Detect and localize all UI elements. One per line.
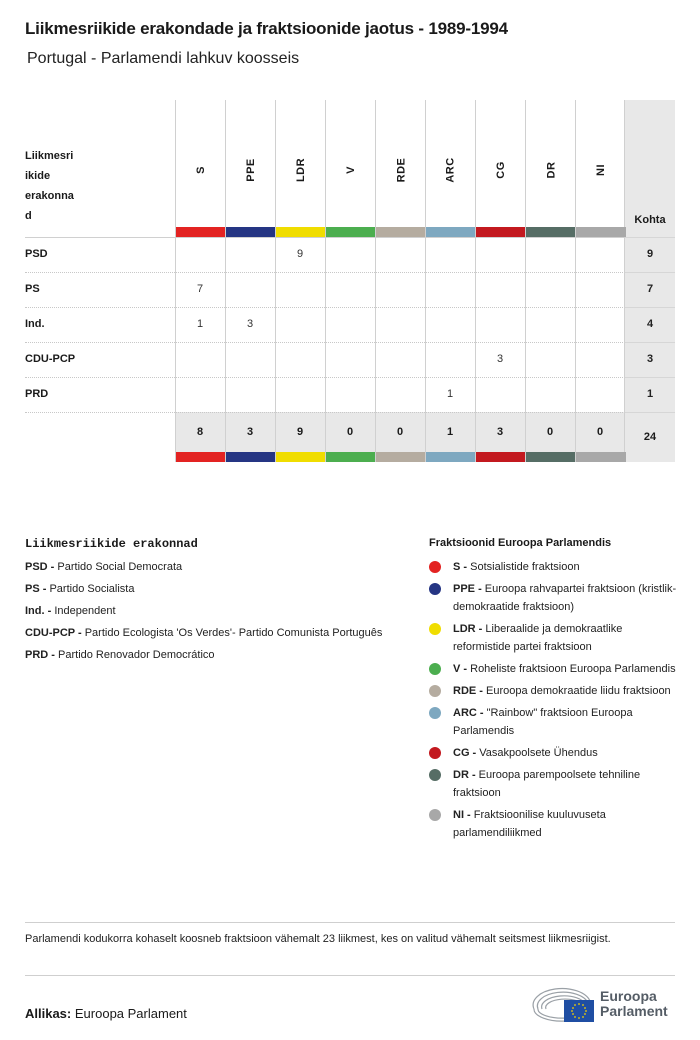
total-header: Kohta [634,214,666,226]
group-legend-item: V - Roheliste fraktsioon Euroopa Parlamendis [429,660,679,678]
table-cell [575,377,625,412]
party-row-label: PSD [25,248,48,260]
table-cell [175,237,225,272]
source-value: Euroopa Parlament [74,1006,187,1021]
groups-legend [429,537,679,846]
column-total: 0 [596,426,604,438]
table-cell [525,377,575,412]
group-color-bar [226,227,276,237]
color-dot-icon [429,809,441,821]
group-header: V [345,166,357,174]
party-row-label: Ind. [25,318,45,330]
table-cell [425,342,475,377]
table-cell [525,342,575,377]
parties-legend [25,537,405,668]
row-total: 4 [646,318,654,330]
group-header: DR [544,161,557,179]
group-color-bar [176,452,226,462]
parties-legend-title: Liikmesriikide erakonnad [25,537,198,551]
color-dot-icon [429,769,441,781]
table-cell [425,307,475,342]
group-color-bar [426,227,476,237]
party-legend-item: PRD - Partido Renovador Democrático [25,649,215,661]
table-cell [375,342,425,377]
table-cell [325,307,375,342]
table-cell [575,342,625,377]
group-legend-item: RDE - Euroopa demokraatide liidu fraktsioon [429,682,679,700]
party-legend-item: CDU-PCP - Partido Ecologista 'Os Verdes'- Partido Comunista Português [25,627,383,639]
color-dot-icon [429,623,441,635]
row-total: 9 [646,248,654,260]
table-cell [275,307,325,342]
column-total: 9 [296,426,304,438]
table-cell [225,342,275,377]
party-row-label: PRD [25,388,49,400]
row-total: 7 [646,283,654,295]
table-cell: 3 [246,318,254,330]
group-color-bar [426,452,476,462]
hemicycle-icon [530,985,600,1025]
column-total: 3 [246,426,254,438]
group-color-bar [276,452,326,462]
grand-total: 24 [643,431,657,443]
group-header: CG [495,161,507,179]
table-cell [525,237,575,272]
table-cell [425,237,475,272]
group-color-bar [476,452,526,462]
table-cell [225,237,275,272]
group-header: LDR [294,157,307,183]
group-legend-item: ARC - "Rainbow" fraktsioon Euroopa Parlamendis [429,704,679,740]
source [25,1006,187,1021]
group-color-bar [526,227,576,237]
group-color-bar [326,227,376,237]
color-dot-icon [429,663,441,675]
divider [25,975,675,976]
table-cell [225,272,275,307]
table-cell [575,237,625,272]
table-cell [325,342,375,377]
divider [25,922,675,923]
page-title: Liikmesriikide erakondade ja fraktsioonide jaotus - 1989-1994 [25,19,508,38]
table-cell: 1 [446,388,454,400]
group-legend-item: S - Sotsialistide fraktsioon [429,558,679,576]
table-cell [325,272,375,307]
group-color-bar [376,452,426,462]
footnote: Parlamendi kodukorra kohaselt koosneb fraktsioon vähemalt 23 liikmest, kes on valitud vähemalt seitsmest liikmesriigist. [25,933,611,945]
column-total: 0 [346,426,354,438]
table-cell [375,307,425,342]
color-dot-icon [429,583,441,595]
color-dot-icon [429,685,441,697]
table-cell: 7 [196,283,204,295]
party-legend-item: PSD - Partido Social Democrata [25,561,183,573]
ep-logo [530,985,680,1025]
table-cell [325,237,375,272]
table-cell [425,272,475,307]
color-dot-icon [429,747,441,759]
group-color-bar [576,227,626,237]
table-cell [525,272,575,307]
column-total: 8 [196,426,204,438]
row-total: 3 [646,353,654,365]
group-header: ARC [445,157,457,183]
group-legend-item: PPE - Euroopa rahvapartei fraktsioon (kristlik-demokraatide fraktsioon) [429,580,679,616]
table-cell [175,342,225,377]
table-cell [325,377,375,412]
table-cell [375,377,425,412]
table-cell: 1 [196,318,204,330]
table-cell [525,307,575,342]
table-cell: 3 [496,353,504,365]
group-header: S [195,166,207,174]
group-legend-item: CG - Vasakpoolsete Ühendus [429,744,679,762]
table-cell [575,272,625,307]
group-color-bar [526,452,576,462]
column-total: 3 [496,426,504,438]
table-cell [475,237,525,272]
group-color-bar [376,227,426,237]
logo-text: Euroopa Parlament [600,988,668,1019]
group-color-bar [226,452,276,462]
table-cell [575,307,625,342]
row-total: 1 [646,388,654,400]
table-cell [475,272,525,307]
table-cell [275,342,325,377]
page-subtitle: Portugal - Parlamendi lahkuv koosseis [27,50,300,67]
column-total: 0 [546,426,554,438]
party-row-label: CDU-PCP [25,353,76,365]
group-legend-item: NI - Fraktsioonilise kuuluvuseta parlamendiliikmed [429,806,679,842]
color-dot-icon [429,707,441,719]
party-row-label: PS [25,283,40,295]
column-total: 0 [396,426,404,438]
group-header: RDE [394,157,407,183]
table-cell: 9 [296,248,304,260]
group-color-bar [576,452,626,462]
group-header: PPE [244,158,257,182]
group-color-bar [326,452,376,462]
party-legend-item: Ind. - Independent [25,605,116,617]
table-cell [475,377,525,412]
table-cell [375,272,425,307]
color-dot-icon [429,561,441,573]
row-header-label: Liikmesri ikide erakonna d [25,150,74,222]
table-cell [475,307,525,342]
group-color-bar [276,227,326,237]
table-cell [275,272,325,307]
table-cell [225,377,275,412]
party-legend-item: PS - Partido Socialista [25,583,135,595]
source-label: Allikas: [25,1006,72,1021]
group-header: NI [595,164,607,176]
table-cell [275,377,325,412]
column-total: 1 [446,426,454,438]
group-color-bar [476,227,526,237]
group-legend-item: LDR - Liberaalide ja demokraatlike reformistide partei fraktsioon [429,620,679,656]
table-cell [375,237,425,272]
groups-legend-title: Fraktsioonid Euroopa Parlamendis [429,537,612,549]
group-color-bar [176,227,226,237]
group-legend-item: DR - Euroopa parempoolsete tehniline fraktsioon [429,766,679,802]
table-cell [175,377,225,412]
